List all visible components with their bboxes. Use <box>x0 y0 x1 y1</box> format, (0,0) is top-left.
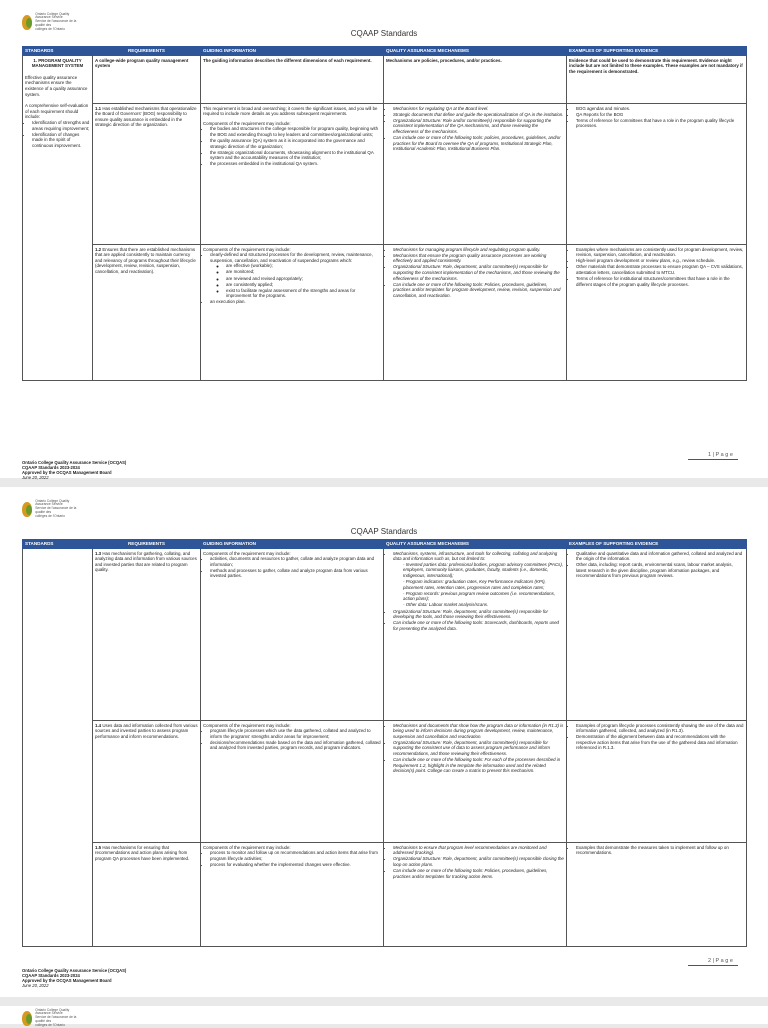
table-row: 1.4 Uses data and information collected from various sources and invested parties to assess program performance and inform recommendations. Components of the requirement may include: • program lifecycle processes which use the data gathered, collated and analyzed to inform the programs' strengths and/or areas for improvement; • decisions/recommendations made based on the data and information gathered, collated and analyzed from invested parties, program records, and program indicators. • Mechanisms and documents that show how the program data or information (in R1.3) is being used to inform decisions during program development, review, maintenance, suspension and cancellation and reactivation. • Organizational Structure: Role, department, and/or committee(s) responsible for supporting the consistent use of data to assess program performance and inform recommendations, and those reviewing their effectiveness. • Can include one or more of the following tools: For each of the processes described in Requirement 1.2, highlight in the template the information used and the related decision(s) point. College can create a matrix to present this mechanism. • Examples of program lifecycle processes consistently showing the use of the data and information gathered, collected, and analyzed (in R1.3). • Demonstration of the alignment between data and recommendations with the respective action items that arise from the use of the gathered data and information referenced in R.1.3. <box>23 720 747 842</box>
table-row: 1.2 Ensures that there are established mechanisms that are applied consistently to maintain currency and relevancy of programs throughout their lifecycle (development, review, revision, suspension, cancellation, and reactivation). Components of the requirement may include: • clearly-defined and structured processes for the development, review, maintenance, suspension, cancellation, and reactivation of suspended programs which: ◦ are effective (workable); ◦ are monitored; ◦ are reviewed and revised appropriately; ◦ are consistently applied; ◦ exist to facilitate regular assessment of the strengths and areas for improvement for the programs. • an execution plan. • Mechanisms for managing program lifecycle and regulating program quality. • Mechanisms that ensure the program quality assurance processes are working effectively and applied consistently. • Organizational Structure: Role, department, and/or committee(s) responsible for supporting the consistent implementation of the mechanisms, and those reviewing the effectiveness of the mechanisms. • Can include one or more of the following tools: Policies, procedures, guidelines, practices and/or templates for program development, review, revision, suspension and cancellation, and reactivation. • Examples where mechanisms are consistently used for program development, review, revision, suspension, cancellation, and reactivation. • High-level program development or review plans, e.g., review schedule. • Other materials that demonstrate processes to ensure program QA – CVS validations, attestation letters, cancellation submitted to MTCU. • Terms of reference for institutional structures/committees that have a role in the different stages of the program quality lifecycle processes. <box>23 244 747 380</box>
logo-mark-icon <box>22 1011 32 1026</box>
page-2 <box>0 487 768 997</box>
page-number: 1 | P a g e <box>708 452 738 460</box>
standards-table-page-2 <box>22 539 747 947</box>
logo-mark-icon <box>22 15 32 30</box>
page-number: 2 | P a g e <box>708 958 738 966</box>
document-title: CQAAP Standards <box>350 527 418 536</box>
table-row: 1.3 Has mechanisms for gathering, collating, and analyzing data and information from various sources and invested parties that are related to program quality. Components of the requirement may include: • activities, documents and resources to gather, collate and analyze program data and information; • methods and processes to gather, collate and analyze program data from various invested parties. • Mechanisms, systems, infrastructure, and tools for collecting, collating and analyzing data and information such as, but not limited to: - Invested parties data: professional bodies, program advisory committees (PACs), employers, community liaisons, graduates, faculty, students (i.e., domestic, Indigenous, international); - Program indicators: graduation rates, Key Performance Indicators (KPI), placement rates, retention rates, progression rates and completion rates; - Program records: previous program review outcomes (i.e. recommendations, action plans); - Other data: Labour market analysis/scans. • Organizational Structure: Role, department, and/or committee(s) responsible for developing the tools, and those reviewing their effectiveness. • Can include one or more of the following tools: Scorecards, dashboards, reports used for presenting the analyzed data. • Qualitative and quantitative data and information gathered, collated and analyzed and the origin of the information. • Other data, including: report cards, environmental scans, labour market analysis, latest research in the given discipline, program information packages, and recommendations from previous program reviews. <box>23 548 747 720</box>
table-header-row: STANDARDS REQUIREMENTS GUIDING INFORMATION QUALITY ASSURANCE MECHANISMS EXAMPLES OF SUPPORTING EVIDENCE <box>23 540 747 549</box>
standard-cell <box>23 548 93 946</box>
table-header-row: STANDARDS REQUIREMENTS GUIDING INFORMATION QUALITY ASSURANCE MECHANISMS EXAMPLES OF SUPPORTING EVIDENCE <box>23 47 747 56</box>
table-row: 1. PROGRAM QUALITY MANAGEMENT SYSTEM Effective quality assurance mechanisms ensure the existence of a quality assurance system. A comprehensive self-evaluation of each requirement should include: • Identification of strengths and areas requiring improvement; • Identification of changes made in the spirit of continuous improvement. A college-wide program quality management system The guiding information describes the different dimensions of each requirement. Mechanisms are policies, procedures, and/or practices. Evidence that could be used to demonstrate this requirement. Evidence might include but are not limited to these examples. These examples are not mandatory if the requirement is demonstrated. <box>23 55 747 103</box>
standards-table-page-1 <box>22 46 747 381</box>
document-title: CQAAP Standards <box>350 29 418 38</box>
page-footer: Ontario College Quality Assurance Service (OCQAS) CQAAP Standards 2023-2024 Approved by the OCQAS Management Board June 20, 2022 <box>22 460 127 480</box>
page-footer: Ontario College Quality Assurance Service (OCQAS) CQAAP Standards 2023-2024 Approved by the OCQAS Management Board June 20, 2022 <box>22 968 127 988</box>
ocqas-logo: Ontario College Quality Assurance Service Service de l'assurance de la qualité des collèges de l'Ontario <box>22 1009 84 1027</box>
page-3 <box>0 1006 768 1027</box>
table-row: 1.1 Has established mechanisms that operationalize the Board of Governors' (BOG) responsibility to ensure quality assurance is embedded in the strategic direction of the organization. This requirement is broad and overarching; it covers the significant issues, and you will be required to include more details as you address subsequent requirements. Components of the requirement may include: • the bodies and structures in the college responsible for program quality, beginning with the BOG and extending through to key leaders and committees/organizational units; • the quality assurance (QA) system as it is incorporated into the governance and strategic direction of the organization; • the strategic organizational documents, showcasing alignment to the institutional QA system and the accountability measures of the institution; • the processes embedded in the institutional QA system. • Mechanisms for regulating QA at the Board level. • Strategic documents that define and guide the operationalization of QA in the institution. • Organizational Structure: Role and/or committee(s) responsible for supporting the consistent implementation of the QA mechanisms, and those reviewing the effectiveness of the mechanisms. • Can include one or more of the following tools: policies, procedures, guidelines, and/or practices for the Board to oversee the QA of programs, Institutional Strategic Plan, Institutional Academic Plan, Institutional Business Plan. • BOG agendas and minutes. • QA Reports for the BOG • Terms of reference for committees that have a role in the program quality lifecycle processes. <box>23 103 747 244</box>
logo-mark-icon <box>22 502 32 517</box>
ocqas-logo: Ontario College Quality Assurance Service Service de l'assurance de la qualité des collèges de l'Ontario <box>22 13 84 31</box>
standard-title: 1. PROGRAM QUALITY MANAGEMENT SYSTEM <box>31 57 84 69</box>
standard-cell: 1. PROGRAM QUALITY MANAGEMENT SYSTEM Effective quality assurance mechanisms ensure the existence of a quality assurance system. A comprehensive self-evaluation of each requirement should include: • Identification of strengths and areas requiring improvement; • Identification of changes made in the spirit of continuous improvement. <box>23 55 93 380</box>
ocqas-logo: Ontario College Quality Assurance Service Service de l'assurance de la qualité des collèges de l'Ontario <box>22 500 84 518</box>
page-1 <box>0 0 768 478</box>
table-row: 1.5 Has mechanisms for ensuring that recommendations and action plans arising from program QA processes have been implemented. Components of the requirement may include: • process to monitor and follow up on recommendations and action items that arise from program lifecycle activities; • process for evaluating whether the implemented changes were effective. • Mechanisms to ensure that program level recommendations are monitored and addressed (tracking). • Organizational Structure: Role, department, and/or committee(s) responsible closing the loop on action plans. • Can include one or more of the following tools: Policies, procedures, guidelines, practices and/or templates for tracking action items. • Examples that demonstrate the measures taken to implement and follow up on recommendations. <box>23 842 747 946</box>
